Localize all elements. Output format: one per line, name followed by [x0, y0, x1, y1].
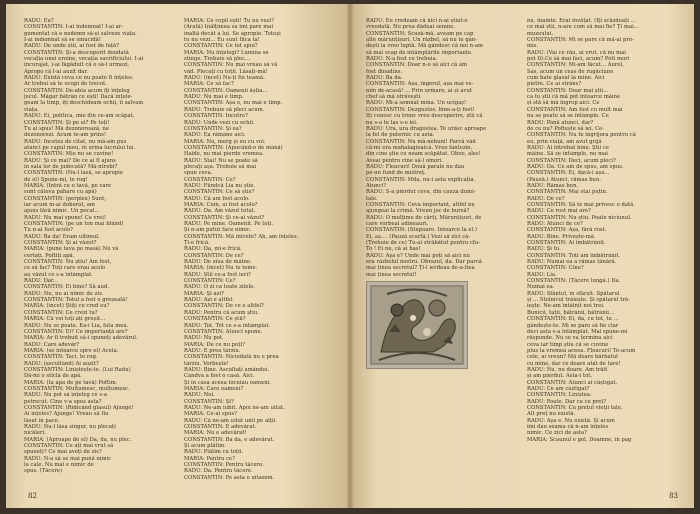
text-line: MARIA: (Aproape de el) Da, da, nu plec. [24, 436, 132, 443]
text-line: RADU: Fleacuri! Două parale nu dau [366, 163, 465, 170]
text-line: CONSTANTIN: Totul a fost o greșeală! [24, 297, 128, 304]
text-line: RADU: Da, mi-e frică. [184, 246, 242, 253]
text-line: RADU: N-a fost ce trebuia. [366, 56, 438, 63]
text-line: MARIA: Nu înțelegi? Lumina se [184, 49, 269, 56]
text-line: Îți cunosc cu tronc vreo descoperire, știi că [366, 113, 483, 120]
text-line: CONSTANTIN: Am fost cu mult mai [527, 106, 623, 113]
text-line: RADU: Nu pot să înțeleg ce s-a [24, 392, 107, 399]
text-line: mai ținea secretul! [366, 271, 417, 278]
left-page [6, 4, 350, 508]
text-line: RADU: Ba da. [366, 75, 403, 82]
text-line: MARIA: Ce să fac? [184, 81, 234, 88]
text-line: RADU: Știi ce-a fost ieri? [184, 271, 251, 278]
text-line: RADU: Ce rost mai are? [527, 208, 591, 215]
text-line: RADU: Bine. Privește-mă. [527, 233, 596, 240]
text-line: sunt câteva pahare cu apă) [24, 189, 97, 196]
text-line: CONSTANTIN: Pe asta o uitasem. [184, 474, 275, 481]
text-line: CONSTANTIN: Taci, te rog. [24, 354, 98, 361]
text-line: Și în casa aceea locuiau oameni. [184, 379, 272, 386]
text-line: la fel de puternic cu asta. [366, 132, 435, 139]
right-page-column-2 [527, 18, 680, 488]
text-line: MARIA: (încet) Știți ce cred eu? [24, 303, 110, 310]
text-line: RADU: De ziua de mâine. [184, 259, 252, 266]
text-line: Atunci? [366, 182, 387, 189]
text-line: CONSTANTIN: Mda, nu-i asta explicația. [366, 176, 476, 183]
text-line: dești la vreo luptă. Mă gândesc că noi n-am [366, 43, 483, 50]
text-line: încurajat, i-ai făgăduit că o să-l urmezi. [24, 62, 130, 69]
text-line: CONSTANTIN: Cu prețul vieții tale. [527, 404, 623, 411]
text-line: CONSTANTIN: Și? [184, 398, 234, 405]
text-line: ceva iar timp știu că se cuvine [527, 341, 609, 348]
text-line: MARIA: Că voi toți ați greșit... [24, 316, 106, 323]
text-line: RADU: Până atunci, dar? [527, 119, 594, 126]
text-line: CONSTANTIN: Nu mă-nebuni! Parcă văd [366, 138, 476, 145]
text-line: CONSTANTIN: Ei, da, cu tot, tu ... [527, 316, 619, 323]
text-line: Bunicii, tații, bătrânii, bătrânii... [527, 309, 615, 316]
text-line: RADU: Așa e. Nu există. Și acum [527, 417, 615, 424]
text-line: MARIA: Și azi? [184, 290, 224, 297]
text-line: Tu ai spus! Mă dezonorează, ne [24, 125, 110, 132]
carved-relief-ornament-icon [367, 282, 467, 368]
text-line: văd. Plecați cu toții. Lăsați-mă! [184, 68, 268, 75]
text-line: să mai scap de întâmplările importante. [366, 49, 473, 56]
text-line: deci asta s-a întâmplat. Mai spune-mi [527, 328, 628, 335]
text-line: ajuns fără nimic. Un pocal... [24, 208, 100, 215]
text-line: RADU: Încetez de citat, nu mă-am pus [24, 138, 127, 145]
text-line: RADU: Nu mai e timp. [184, 94, 244, 101]
text-line: de el) Spune-mi, te rog! [24, 176, 88, 183]
text-line: pot fi).Ce să mai faci, acum? Poti muri [527, 56, 630, 63]
text-line: cu mine, dar ce doare atât de tare! [527, 360, 621, 367]
text-line: RADU: Și tu. [527, 246, 561, 253]
text-line: spus. (Tăcere) [24, 468, 63, 475]
text-line: vreodată. Nu prea dădeai semne. [366, 24, 456, 31]
text-line: CONSTANTIN: Să te mai privesc o dată. [527, 201, 635, 208]
text-line: în sala lor de judecată? Mă-ntrebi? [24, 163, 118, 170]
text-line: CONSTANTIN: Ce? [184, 278, 236, 285]
text-line: CONSTANTIN: Ce ați mai vrut să [24, 443, 114, 450]
text-line: RADU: S-a pierdut ceva, din cauza dumi- [366, 189, 476, 196]
text-line: CONSTANTIN: Nu știu. Poate niciunul. [527, 214, 632, 221]
text-line: CONSTANTIN: (Nu-l lasă, se apropie [24, 170, 123, 177]
text-line: viața. [24, 106, 39, 113]
text-line: era răzbelul nostru. Obrazul, da. Dar parcă [366, 259, 482, 266]
text-line: RADU: Așa e? Unde mai poți să aici nu [366, 252, 470, 259]
book-gutter [346, 4, 354, 508]
text-line: plus la vremea aceea. Fleacuri! Te-acum [527, 347, 636, 354]
text-line: Ai înțeles? Ajunge! Vreau să fiu [24, 411, 109, 418]
text-line: CONSTANTIN: (pe un ton mai blând) [24, 221, 124, 227]
left-page-column-2 [184, 18, 336, 488]
text-line: gândește-te. Mi se pare să fie clar [527, 322, 619, 329]
text-line: Și n-am putut face nimic. [184, 227, 252, 234]
text-line: și ... Stolnicul trăiește. Și spătarul tră- [527, 297, 630, 304]
text-line: MARIA: Nu, merg și eu cu voi. [184, 138, 266, 145]
text-line: RADU: Nu, nu doare. Am trăit [527, 366, 608, 373]
text-line: certați. Poftiți apă. [24, 252, 75, 259]
text-line: atunci pe capul meu, în urma lucrului lui. [24, 144, 136, 151]
text-line: CONSTANTIN: Liniștea. [527, 392, 592, 399]
text-line: eu, prin viață, am avut grijă [527, 138, 602, 145]
text-line: CONSTANTIN: Mi se pare că mă-ai pro- [527, 37, 634, 44]
text-line: geam la timp, îți deschideam ochii, îi salvam [24, 100, 144, 107]
text-line: CONSTANTIN: Deci, acum pleci? [527, 157, 616, 164]
page-number-right: 83 [669, 492, 678, 500]
text-line: de ce nu? Poftește să iei. Ce- [527, 125, 605, 132]
text-line: CONSTANTIN: De-abia acum îți înțeleg [24, 87, 130, 94]
text-line: CONSTANTIN: Nu te îngrijora pentru că [527, 132, 636, 139]
text-line: RADU: Stai! Nu se poate să [184, 157, 258, 164]
text-line: Alt preț nu există. [527, 411, 576, 418]
text-line: MARIA: De ce nu poți? [184, 341, 246, 348]
text-line: mâine. Să se întâmple, nu mai [527, 151, 608, 158]
text-line: nu, inainte. Erai învățat. (Îți scăzdeați ... [527, 18, 636, 24]
text-line: RADU: Fiindcă Lia nu știe. [184, 182, 256, 189]
text-line: îmi dau seama că n-am înțeles [527, 424, 609, 430]
text-line: MARIA: Ce-ai spus? [184, 411, 238, 418]
text-line: CONSTANTIN: Atunci spune. [184, 328, 263, 335]
text-line: RADU: Nu-l lăsa singur, nu plecați [24, 424, 116, 430]
text-line: Ți-e frică. [184, 240, 210, 247]
text-line: dezonorezi. Acum te-am prins! [24, 132, 107, 139]
text-line: CONSTANTIN: Mulțumesc, mulțumesc. [24, 385, 130, 392]
text-line: RADU: Lia. [527, 271, 557, 278]
text-line: CONSTANTIN: Cine? [527, 265, 584, 272]
text-line: pe-un fund de mistreț. [366, 170, 426, 177]
text-line: RADU: Că ne-am uitat unii pe alții. [184, 417, 278, 424]
text-line: RADU: Tot. Tot ce s-a întâmplat. [184, 322, 271, 329]
text-line: CONSTANTIN: Dezgustos, bine-a-ți fost! [366, 106, 475, 113]
text-line: RADU: E prea târziu. [184, 347, 241, 354]
text-line: RADU: Eu credeam că nici n-ai știut-o [366, 18, 468, 24]
text-line: CONSTANTIN: Mă întrebi? Ah, am înțeles. [184, 233, 299, 240]
text-line: RADU: Da. Pentru tăcere. [184, 468, 253, 475]
text-line: jocul. Măgar bătrân ce ești! Dacă înțele- [24, 94, 133, 101]
text-line: Sas, acum un ceas de rugăciune [527, 68, 614, 75]
text-line: CONSTANTIN: Pentru tăcere. [184, 462, 264, 469]
text-line: RADU: N-a să se mai pună nimic [24, 455, 112, 462]
text-line: RADU: Unde vezi cu ochii. [184, 119, 255, 126]
text-line: CONSTANTIN: Ei bine? Să aud. [24, 284, 110, 291]
text-line: CONSTANTIN: De ce? [184, 252, 244, 259]
text-line: care vorbeai adineauri. [366, 221, 429, 227]
text-line: MARIA: Pentru ce? [184, 455, 235, 462]
text-line: mis. [527, 43, 539, 50]
text-line: CONSTANTIN: Ce tot spui? [184, 43, 258, 50]
text-line: RADU: Plătim cu toții. [184, 449, 244, 456]
text-line: tale. [366, 195, 378, 202]
text-line: MARIA: Nu e adevărat! [184, 430, 247, 437]
text-line: nicăieri. [24, 430, 46, 437]
text-line: RADU: Ea rămâne aici. [184, 132, 246, 139]
text-line: CONSTANTIN: Mai stai puțin. [527, 189, 608, 196]
text-line: RADU: Că am fost acolo. [184, 195, 250, 202]
text-line: CONSTANTIN: Ai îmbătrânit. [527, 240, 606, 247]
text-line: RADU: Ei, politica, mie din ce-am scăpat. [24, 113, 135, 120]
text-line: RADU: Nu mai spune! Ce vrei! [24, 214, 107, 221]
text-line: CONSTANTIN: Doar mai știi... [527, 87, 609, 94]
text-line: RADU: O mulțime de cărți, Mărunțișuri, de [366, 214, 482, 221]
text-line: iar acum m-ai doborât, am [24, 201, 95, 208]
text-line: ce mai știi, n-are cum să mai fie? Ți mai... [527, 24, 639, 31]
text-line: CONSTANTIN: I-ai îndemnat! I-ai ar- [24, 24, 124, 31]
text-line: și stă să mă îngrop aici. Ce [527, 100, 600, 107]
text-line: Aveai pentru cine să-l omori. [366, 157, 444, 164]
text-line: pietre. Ce ai strâns? [527, 81, 582, 88]
text-line: RADU: Nu se poate. Ea-i Lia, fata mea. [24, 322, 129, 329]
text-line: RADU: Poate. Dar cu ce preț? [527, 398, 607, 405]
text-line: mai ținea secretul? Ți-l ierdeau de-a-ltea [366, 265, 475, 272]
text-line: gumentat că e nedemn să-și salveze viața. [24, 30, 137, 37]
text-line: CONSTANTIN: Ce crezi tu? [24, 309, 98, 316]
text-line: MARIA: (Intră cu o tavă, pe care [24, 182, 112, 189]
text-line: târziu. Vorbește! [184, 360, 229, 367]
text-line: Tu n-ai fost acolo? [24, 227, 74, 234]
text-line: nim de-acasă! ... Prin urmare, ai și avut [366, 87, 473, 94]
text-line: lăsat în pace. [24, 417, 60, 424]
right-page [350, 4, 694, 508]
text-line: Ei, aș.... (Pauză scurtă.) Vezi să zici că- [366, 233, 471, 240]
text-line: CONSTANTIN: Așa e, nu mai e timp. [184, 100, 283, 107]
text-line: Dă-mi o sticlă de apă. [24, 373, 83, 380]
text-line: RADU: (Vai ce rău, ai vrut, că nu mai [527, 49, 626, 56]
text-line: CONSTANTIN: Niciodată nu e prea [184, 354, 279, 361]
text-line: Apropo că l-ai auzit dar. [24, 68, 89, 75]
text-line: CONSTANTIN: Ce? [184, 176, 236, 183]
text-line: CONSTANTIN: E adevărat. [184, 424, 257, 430]
text-line: CONSTANTIN: Ceva important, altfel nu [366, 201, 475, 208]
text-line: RADU: Sfântul, în sfârșit. Spătarul [527, 290, 620, 297]
text-line: spuneți? Ce mai aveți de zis? [24, 449, 102, 456]
text-line: CONSTANTIN: De ce e altfel? [184, 303, 264, 310]
page-number-left: 82 [28, 492, 37, 500]
text-line: înaltă decât a lui. Se apropie. Totuși [184, 30, 281, 37]
text-line: RADU: Pe mine. Oamenii. Pe toți. [184, 221, 274, 227]
text-line: (Pauză.) Atunci, rămas bun. [527, 176, 602, 183]
text-line: cele, ai vreun? Mă doare bărbatul [527, 354, 618, 361]
text-line: Ar trebui să te ocupi de trecut. [24, 81, 107, 88]
text-line: CONSTANTIN: Și ea? [184, 125, 242, 132]
text-line: CONSTANTIN: Și-a descoperit deodată [24, 49, 129, 56]
text-line: RADU: Există ceva ce nu poate fi înțeles. [24, 75, 134, 82]
text-line: MARIA: (se întoarce spre el) Acela. [24, 347, 119, 354]
text-line: au văzut ce s-a întâmplat. [24, 271, 93, 278]
text-line: RADU: De ce? [527, 195, 565, 202]
text-line: CONSTANTIN: Scuză-mă, aveam pe cap [366, 30, 474, 37]
text-line: CONSTANTIN: (Stupoare. Întoarce la el.) [366, 227, 477, 234]
text-line: vocația unei eroine, vocația sacrificiului. I-ai [24, 56, 144, 63]
text-line: CONSTANTIN: Și pe ei? Pe toți! [24, 119, 110, 126]
text-line: ajungeai la crimă. Vreun joc de bursă? [366, 208, 470, 215]
text-line: nu se poate să se întâmple. Ce [527, 113, 609, 120]
text-line: RADU: Ne-am iubit. Apoi ne-am uitat. [184, 404, 285, 411]
text-line: CONSTANTIN: Așa, îngerul, așa mai ve- [366, 81, 474, 88]
text-line: fost dinadins. [366, 68, 403, 75]
text-line: că-mi era mahalagioaică. Vreo fantezie, [366, 144, 473, 151]
text-line: Și acum plătim. [184, 443, 226, 450]
text-line: la cale. Nu mai e nimic de [24, 462, 94, 469]
text-line: RADU: Azi e altfel. [184, 297, 234, 304]
text-line: RADU: Da. Am văzut totul. [184, 208, 256, 215]
left-page-column-1 [24, 18, 176, 488]
text-line: iește. Ne-am întâlnit noi trei. [527, 303, 605, 310]
text-line: CONSTANTIN: Ce știi? [184, 316, 246, 323]
text-line: Haide, nu mai pierde vremea. [184, 151, 264, 158]
text-line: CONSTANTIN: Ce să știe? [184, 189, 255, 196]
text-line: alte mărunțișuri. Un răzbel, să nu te gân- [366, 37, 478, 44]
open-book [6, 4, 694, 508]
text-line: și am pierdut. Asta-i tot. [527, 373, 593, 380]
text-line: CONSTANTIN: Doar n-o să aici că am [366, 62, 468, 69]
text-line: MARIA: Cum, ai fost acolo? [184, 201, 258, 208]
text-line: CONSTANTIN: (Tăcere lungă.) Da. [527, 278, 621, 285]
text-line: RADU: Noi. [184, 392, 215, 399]
text-line: muzeului. [527, 30, 554, 37]
text-line: RADU: Eu? [24, 18, 54, 24]
text-line: To ! Ei ne, că ai has! [366, 246, 421, 253]
text-line: stinge. Trebuie să plec... [184, 56, 251, 63]
text-line: MARIA: (pune tava pe masă) Nu vă [24, 246, 119, 253]
text-line: CONSTANTIN: (perplex) Sunt, [24, 195, 106, 202]
text-line: CONSTANTIN: Nu știu! Am fost, [24, 259, 112, 266]
text-line: RADU: O zi ca toate zilele. [184, 284, 255, 291]
text-line: RADU: (ascultând) Ai auzit? [24, 360, 99, 367]
text-line: RADU: Mi-a semnat mina. Un ucigaș! [366, 100, 467, 107]
text-line: CONSTANTIN: Încotro? [184, 113, 248, 120]
text-line: RADU: Și ce mai? De ce ai fi ajuns [24, 157, 116, 164]
text-line: I-ai îndemnat să se sinucidă! [24, 37, 101, 44]
text-line: răspunde. Nu se va termina aici [527, 335, 613, 342]
text-line: petrecut. Cine v-a spus asta? [24, 398, 102, 405]
text-line: MARIA: Care oameni? [184, 385, 244, 392]
text-line: spun ceva. [184, 170, 213, 177]
text-line: RADU: Ce am câștigat? [527, 385, 590, 392]
text-line: CONSTANTIN: Mi-am făcut... Aurel, [527, 62, 624, 69]
text-line: Numai ea. [527, 284, 555, 291]
text-line: RADU: Dar... [24, 278, 59, 285]
text-line: ce să fac? Toți care erau acolo [24, 265, 106, 272]
text-line: RADU: Nu pot. [184, 335, 224, 342]
text-line: CONSTANTIN: Așa, fără rost. [527, 227, 607, 234]
right-page-column-1 [366, 18, 519, 488]
text-line: CONSTANTIN: Mie nu se cuvine! [24, 151, 114, 158]
text-line: RADU: Nu, nu ai nimic de zis. [24, 290, 104, 297]
text-line: RADU: Ba da! Eram ultimul. [24, 233, 100, 240]
text-line: MARIA: (Ia apa de pe tavă) Poftim. [24, 379, 118, 386]
text-line: RADU: Ai întrebat bine. Știi ce [527, 144, 610, 151]
text-line: CONSTANTIN: Atunci ai câștigat. [527, 379, 618, 386]
text-line: nu s-a te las s-o iei. [366, 119, 418, 126]
text-line: RADU: Ura, ura dragostea. Te urăsc aproape [366, 125, 487, 132]
text-line: nimic. Ce zici de asta? [527, 430, 587, 437]
text-line: din cine știe ce neam scăpătat. Ohoo, ales! [366, 151, 481, 158]
text-line: MARIA: Ar fi trebuit să-i spuneți adevărul. [24, 335, 138, 342]
text-line: CONSTANTIN: Toți am îmbătrânit. [527, 252, 621, 259]
carved-relief-figure [366, 281, 468, 369]
text-line: chef să mă otrăvești. [366, 94, 422, 101]
text-line: RADU: De unde știi, ai fost de față? [24, 43, 120, 50]
text-line: ca tu știi că mă pot întoarce mâine [527, 94, 621, 101]
text-line: CONSTANTIN: (Ridicând glasul) Ajunge! [24, 404, 134, 411]
text-line: CONSTANTIN: Oamenii ăștia... [184, 87, 268, 94]
text-line: CONSTANTIN: Și ce-ai văzut? [184, 214, 265, 221]
text-line: CONSTANTIN: Liniștește-te. (Lui Radu) [24, 366, 131, 373]
text-line: RADU: Trebuie să pleci acum. [184, 106, 265, 113]
text-line: (Trebuie de ce) Tu-ai străbătut pentru cfu- [366, 240, 480, 247]
text-line: RADU: Care adevăr? [24, 341, 80, 348]
text-line: (Arată) Înălțimea sa îmi pare mai [184, 24, 274, 31]
text-line: cum bate glasul la mine. Aici [527, 75, 605, 82]
text-line: CONSTANTIN: Ei? Ce importanță are? [24, 328, 128, 335]
text-line: MARIA: Ce copil ești! Tu nu vezi? [184, 18, 274, 24]
text-line: MARIA: Scaunul e gol. Doamne, în pag [527, 436, 632, 443]
text-line: tu nu vezi... Eu sunt fiica ta! [184, 37, 260, 44]
text-line: RADU: Pentru că acum știu. [184, 309, 259, 316]
text-line: RADU: Da. Ce am de spus, am spus. [527, 163, 624, 170]
text-line: CONSTANTIN: (Apucând-o de mână) [184, 144, 283, 151]
text-line: CONSTANTIN: Nu mai vreau să vă [184, 62, 278, 69]
text-line: MARIA: (încet) Nu te teme. [184, 265, 258, 272]
text-line: CONSTANTIN: Ba da, e adevărat. [184, 436, 275, 443]
text-line: plecați așa. Trebuie să mai [184, 163, 257, 170]
text-line: RADU: Rămas bun. [527, 182, 579, 189]
text-line: Cândva a fost o casă. Aici. [184, 373, 255, 380]
text-line: RADU: (încet) Nu-ți fie teamă. [184, 75, 265, 82]
text-line: CONSTANTIN: Ei, dacă-i așa... [527, 170, 610, 177]
text-line: RADU: Bine. Ascultați amândoi. [184, 366, 270, 373]
text-line: CONSTANTIN: Și ai văzut? [24, 240, 97, 247]
text-line: RADU: Numai ea a rămas tânără. [527, 259, 617, 266]
text-line: RADU: Atunci de ce? [527, 221, 583, 227]
